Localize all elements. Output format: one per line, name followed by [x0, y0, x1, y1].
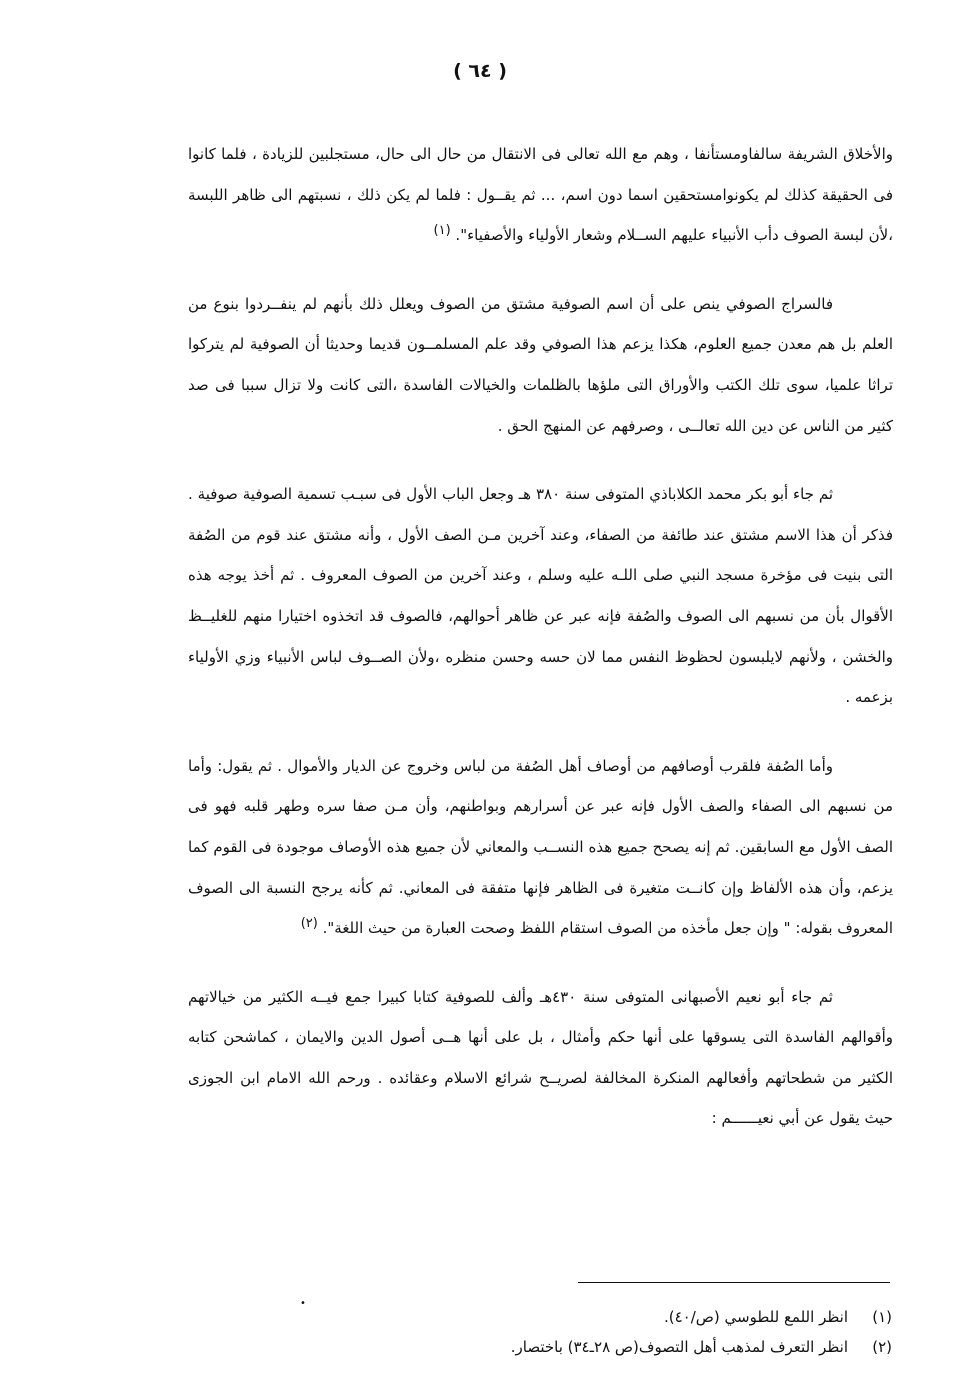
footnotes: [300, 1302, 892, 1362]
paragraph-text: والأخلاق الشريفة سالفاومستأنفا ، وهم مع الله تعالى فى الانتقال من حال الى حال، مستجلبين للزيادة ، فلما كانوا فى الحقيقة كذلك لم يكونوامستحقين اسما دون اسم، ... ثم يقــول : فلما لم يكن ذلك ، نسبتهم الى ظاهر اللبسة ،لأن لبسة الصوف دأب الأنبياء عليهم الســلام وشعار الأولياء والأصفياء".: [188, 145, 893, 245]
paragraph: [188, 284, 893, 446]
footnote-divider: [578, 1282, 890, 1283]
body-text: [188, 134, 893, 1139]
stray-dot: •: [300, 1298, 306, 1309]
paragraph-text: فالسراج الصوفي ينص على أن اسم الصوفية مشتق من الصوف ويعلل ذلك بأنهم لم ينفــردوا بنوع من العلم بل هم معدن جميع العلوم، هكذا يزعم هذا الصوفي وقد علم المسلمــون قديما وحديثا أن الصوفية لم يتركوا تراثا علميا، سوى تلك الكتب والأوراق التى ملؤها بالظلمات والخيالات الفاسدة ،التى كانت ولا تزال سببا فى صد كثير من الناس عن دين الله تعالــى ، وصرفهم عن المنهج الحق .: [188, 294, 893, 435]
footnote: [300, 1332, 892, 1362]
paragraph-text: وأما الصُفة فلقرب أوصافهم من أوصاف أهل الصُفة من لباس وخروج عن الديار والأموال . ثم يقول: وأما من نسبهم الى الصفاء والصف الأول فإنه عبر عن أسرارهم وبواطنهم، وأن مـن صفا سره وطهر قلبه فهو فى الصف الأول مع السابقين. ثم إنه يصحح جميع هذه النســب والمعاني لأن جميع هذه الأوصاف موجودة فى القوم كما يزعم، وأن هذه الألفاظ وإن كانــت متغيرة فى الظاهر فإنها متفقة فى المعاني. ثم كأنه يرجح النسبة الى الصوف المعروف بقوله: " وإن جعل مأخذه من الصوف استقام اللفظ وصحت العبارة من حيث اللغة".: [188, 756, 893, 938]
paragraph: [188, 474, 893, 718]
footnote-text: انظر اللمع للطوسي (ص/٤٠).: [663, 1308, 848, 1326]
paragraph: [188, 977, 893, 1139]
footnote-ref: (٢): [300, 916, 318, 932]
footnote-number: (١): [872, 1308, 892, 1326]
footnote-ref: (١): [433, 223, 451, 239]
footnote: [300, 1302, 892, 1332]
footnote-text: انظر التعرف لمذهب أهل التصوف(ص ٢٨ـ٣٤) باختصار.: [510, 1338, 848, 1356]
paragraph: [188, 746, 893, 949]
footnote-number: (٢): [872, 1338, 892, 1356]
page-number: ( ٦٤ ): [453, 60, 507, 82]
paragraph: [188, 134, 893, 256]
paragraph-text: ثم جاء أبو بكر محمد الكلاباذي المتوفى سنة ٣٨٠ هـ وجعل الباب الأول فى سبـب تسمية الصوفية صوفية . فذكر أن هذا الاسم مشتق عند طائفة من الصفاء، وعند آخرين مـن الصف الأول ، وأنه مشتق عند قوم من الصُفة التى بنيت فى مؤخرة مسجد النبي صلى اللـه عليه وسلم ، وعند آخرين من الصوف المعروف . ثم أخذ يوجه هذه الأقوال بأن من نسبهم الى الصوف والصُفة فإنه عبر عن ظاهر أحوالهم، فالصوف قد اتخذوه اختيارا منهم للغليــظ والخشن ، ولأنهم لايلبسون لحظوظ النفس مما لان حسه وحسن منظره ،ولأن الصــوف لباس الأنبياء وزي الأولياء بزعمه .: [188, 485, 893, 707]
paragraph-text: ثم جاء أبو نعيم الأصبهانى المتوفى سنة ٤٣٠هـ وألف للصوفية كتابا كبيرا جمع فيــه الكثير من خيالاتهم وأقوالهم الفاسدة التى يسوقها على أنها حكم وأمثال ، بل على أنها هــى أصول الدين والايمان ، كماشحن كتابه الكثير من شطحاتهم وأفعالهم المنكرة المخالفة لصريــح شرائع الاسلام وعقائده . ورحم الله الامام ابن الجوزى حيث يقول عن أبي نعيــــــم :: [188, 987, 893, 1128]
